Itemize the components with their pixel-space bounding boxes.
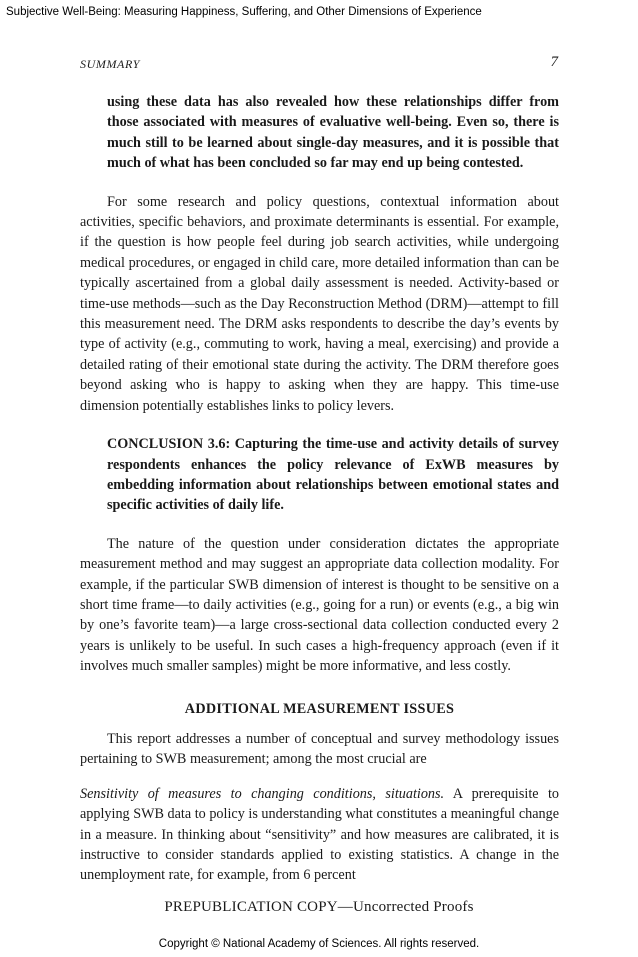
- italic-lead-in: Sensitivity of measures to changing conditions, situations.: [80, 785, 445, 802]
- running-head: Subjective Well-Being: Measuring Happiness, Suffering, and Other Dimensions of Experience: [6, 6, 482, 18]
- conclusion-box: CONCLUSION 3.6: Capturing the time-use and activity details of survey respondents enhances the policy relevance of ExWB measures by embedding information about relationships between emotional states and specific activities of daily life.: [107, 436, 559, 514]
- body-paragraph: The nature of the question under consideration dictates the appropriate measurement method and may suggest an appropriate data collection modality. For example, if the particular SWB dimension of interest is thought to be sensitive on a short time frame—to daily activities (e.g., going for a run) or events (e.g., a big win by one’s favorite team)—a large cross-sectional data collection conducted every 2 years is unlikely to be useful. In such cases a high-frequency approach (even if it involves much smaller samples) might be more informative, and less costly.: [80, 535, 559, 675]
- section-label: SUMMARY: [80, 57, 140, 71]
- body-paragraph: For some research and policy questions, contextual information about activities, specific behaviors, and proximate determinants is essential. For example, if the question is how people feel during job search activities, while undergoing medical procedures, or engaged in child care, more detailed information than can be typically ascertained from a global daily assessment is needed. Activity-based or time-use methods—such as the Day Reconstruction Method (DRM)—attempt to fill this measurement need. The DRM asks respondents to describe the day’s events by type of activity (e.g., commuting to work, having a meal, exercising) and provide a detailed rating of their emotional state during the activity. The DRM therefore goes beyond asking who is happy to asking when they are happy. This time-use dimension potentially establishes links to policy levers.: [80, 193, 559, 414]
- page-body: [80, 92, 559, 886]
- page-number: 7: [550, 54, 558, 70]
- body-paragraph: [80, 784, 559, 886]
- section-heading: ADDITIONAL MEASUREMENT ISSUES: [184, 700, 455, 717]
- boxed-text-continuation: using these data has also revealed how these relationships differ from those associated with measures of evaluative well-being. Even so, there is much still to be learned about single-day measures, and it is possible that much of what has been concluded so far may end up being contested.: [107, 94, 559, 172]
- body-paragraph: This report addresses a number of conceptual and survey methodology issues pertaining to SWB measurement; among the most crucial are: [80, 730, 559, 768]
- paragraph-text: A prerequisite to applying SWB data to policy is understanding what constitutes a meaningful change in a measure. In thinking about “sensitivity” and how measures are calibrated, it is instructive to consider standards applied to existing statistics. A change in the unemployment rate, for example, from 6 percent: [80, 785, 560, 884]
- prepublication-footer: PREPUBLICATION COPY—Uncorrected Proofs: [164, 899, 474, 915]
- copyright-notice: Copyright © National Academy of Sciences. All rights reserved.: [158, 938, 480, 950]
